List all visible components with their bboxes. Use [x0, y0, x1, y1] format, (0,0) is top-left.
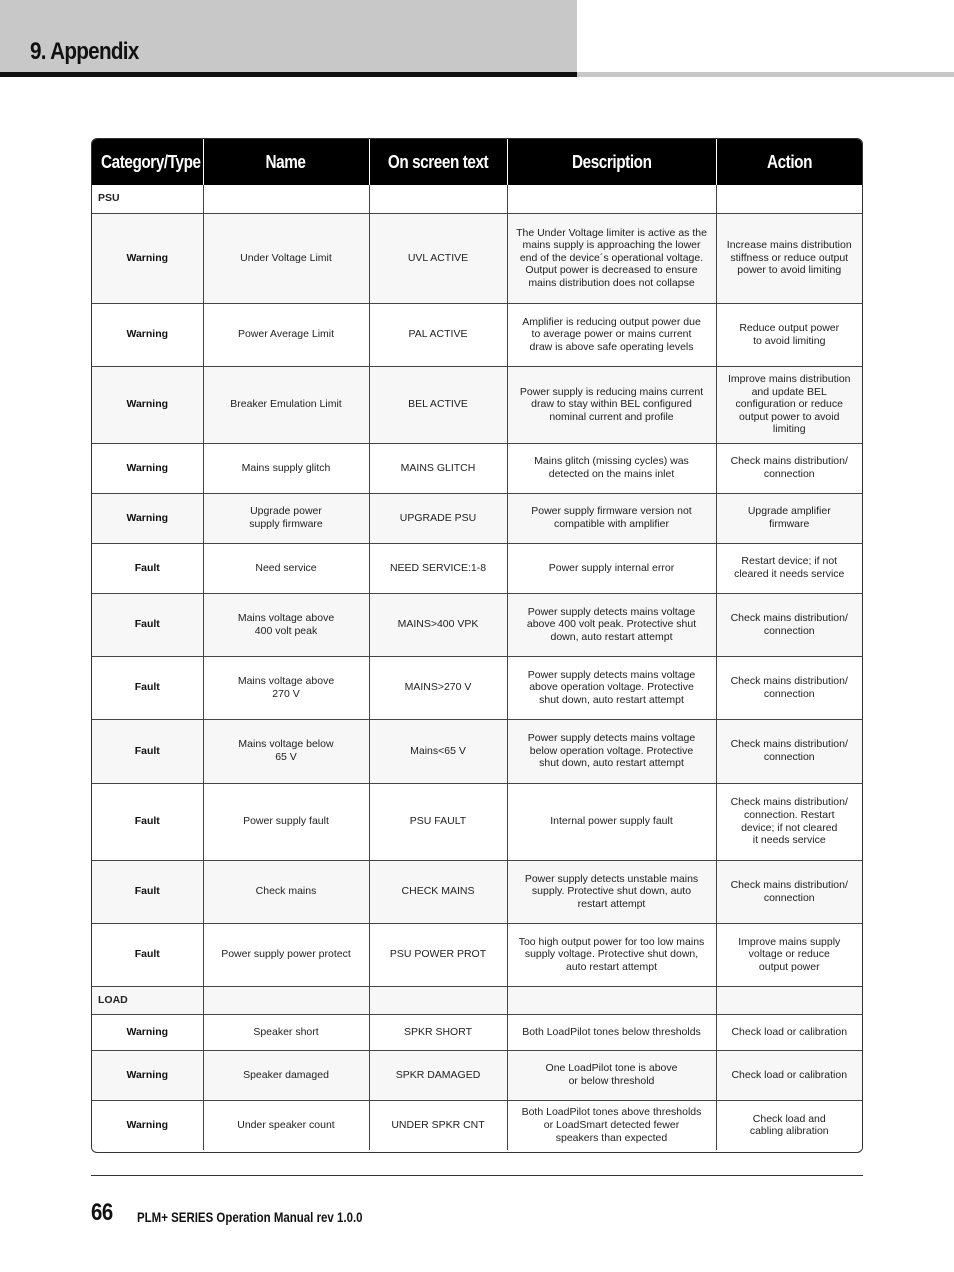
empty-cell: [369, 185, 507, 213]
screen-text-cell: NEED SERVICE:1-8: [369, 543, 507, 593]
description-cell: Both LoadPilot tones above thresholds or LoadSmart detected fewer speakers than expected: [507, 1100, 716, 1150]
empty-cell: [507, 986, 716, 1014]
category-cell: Warning: [92, 1014, 203, 1050]
description-cell: Mains glitch (missing cycles) was detected on the mains inlet: [507, 443, 716, 493]
table-row: [92, 923, 862, 986]
name-cell: Speaker short: [203, 1014, 369, 1050]
table-row: [92, 1014, 862, 1050]
name-cell: Under Voltage Limit: [203, 213, 369, 303]
page-number: 66: [91, 1199, 113, 1226]
description-cell: Power supply detects mains voltage above operation voltage. Protective shut down, auto restart attempt: [507, 656, 716, 719]
section-row: [92, 185, 862, 213]
action-cell: Check load or calibration: [716, 1014, 862, 1050]
action-cell: Check mains distribution/ connection. Restart device; if not cleared it needs service: [716, 783, 862, 860]
screen-text-cell: MAINS>400 VPK: [369, 593, 507, 656]
description-cell: One LoadPilot tone is above or below threshold: [507, 1050, 716, 1100]
table-row: [92, 493, 862, 543]
name-cell: Check mains: [203, 860, 369, 923]
empty-cell: [369, 986, 507, 1014]
table-row: [92, 303, 862, 366]
screen-text-cell: UNDER SPKR CNT: [369, 1100, 507, 1150]
category-cell: Fault: [92, 656, 203, 719]
description-cell: Power supply detects mains voltage below operation voltage. Protective shut down, auto restart attempt: [507, 719, 716, 783]
screen-text-cell: Mains<65 V: [369, 719, 507, 783]
screen-text-cell: BEL ACTIVE: [369, 366, 507, 443]
category-cell: Fault: [92, 860, 203, 923]
category-cell: Warning: [92, 1100, 203, 1150]
description-cell: Too high output power for too low mains supply voltage. Protective shut down, auto restart attempt: [507, 923, 716, 986]
empty-cell: [203, 986, 369, 1014]
table-row: [92, 366, 862, 443]
category-cell: Fault: [92, 923, 203, 986]
description-cell: Power supply detects mains voltage above 400 volt peak. Protective shut down, auto restart attempt: [507, 593, 716, 656]
empty-cell: [716, 986, 862, 1014]
category-cell: Fault: [92, 719, 203, 783]
header-rule: [577, 72, 954, 77]
action-cell: Restart device; if not cleared it needs service: [716, 543, 862, 593]
screen-text-cell: MAINS GLITCH: [369, 443, 507, 493]
table-header-row: [92, 139, 862, 185]
empty-cell: [716, 185, 862, 213]
page-title: 9. Appendix: [30, 38, 139, 65]
name-cell: Power supply power protect: [203, 923, 369, 986]
section-label: PSU: [92, 185, 203, 213]
screen-text-cell: PSU FAULT: [369, 783, 507, 860]
table-row: [92, 719, 862, 783]
category-cell: Warning: [92, 493, 203, 543]
category-cell: Warning: [92, 213, 203, 303]
screen-text-cell: UPGRADE PSU: [369, 493, 507, 543]
screen-text-cell: MAINS>270 V: [369, 656, 507, 719]
name-cell: Speaker damaged: [203, 1050, 369, 1100]
action-cell: Check load or calibration: [716, 1050, 862, 1100]
category-cell: Fault: [92, 593, 203, 656]
table-row: [92, 783, 862, 860]
category-cell: Fault: [92, 783, 203, 860]
category-cell: Fault: [92, 543, 203, 593]
action-cell: Improve mains distribution and update BEL configuration or reduce output power to avoid limiting: [716, 366, 862, 443]
screen-text-cell: UVL ACTIVE: [369, 213, 507, 303]
screen-text-cell: PAL ACTIVE: [369, 303, 507, 366]
name-cell: Mains voltage above 270 V: [203, 656, 369, 719]
description-cell: Power supply detects unstable mains supply. Protective shut down, auto restart attempt: [507, 860, 716, 923]
name-cell: Power Average Limit: [203, 303, 369, 366]
description-cell: Amplifier is reducing output power due to average power or mains current draw is above safe operating levels: [507, 303, 716, 366]
category-cell: Warning: [92, 1050, 203, 1100]
description-cell: The Under Voltage limiter is active as the mains supply is approaching the lower end of the device´s operational voltage. Output power is decreased to ensure mains distribution does not collapse: [507, 213, 716, 303]
table-row: [92, 1050, 862, 1100]
column-header-name: Name: [203, 139, 369, 185]
column-header-category: Category/Type: [92, 139, 203, 185]
action-cell: Check mains distribution/ connection: [716, 443, 862, 493]
action-cell: Check mains distribution/ connection: [716, 860, 862, 923]
table-row: [92, 656, 862, 719]
screen-text-cell: PSU POWER PROT: [369, 923, 507, 986]
description-cell: Power supply internal error: [507, 543, 716, 593]
action-cell: Check mains distribution/ connection: [716, 593, 862, 656]
name-cell: Mains voltage above 400 volt peak: [203, 593, 369, 656]
screen-text-cell: SPKR DAMAGED: [369, 1050, 507, 1100]
category-cell: Warning: [92, 443, 203, 493]
table-row: [92, 443, 862, 493]
category-cell: Warning: [92, 303, 203, 366]
action-cell: Increase mains distribution stiffness or reduce output power to avoid limiting: [716, 213, 862, 303]
name-cell: Need service: [203, 543, 369, 593]
action-cell: Improve mains supply voltage or reduce output power: [716, 923, 862, 986]
section-row: [92, 986, 862, 1014]
description-cell: Power supply firmware version not compatible with amplifier: [507, 493, 716, 543]
action-cell: Check load and cabling alibration: [716, 1100, 862, 1150]
screen-text-cell: SPKR SHORT: [369, 1014, 507, 1050]
fault-table: [91, 138, 863, 1153]
table-row: [92, 593, 862, 656]
empty-cell: [203, 185, 369, 213]
manual-title: PLM+ SERIES Operation Manual rev 1.0.0: [137, 1209, 363, 1225]
description-cell: Internal power supply fault: [507, 783, 716, 860]
header-bar: [0, 72, 577, 77]
name-cell: Under speaker count: [203, 1100, 369, 1150]
table-row: [92, 1100, 862, 1150]
screen-text-cell: CHECK MAINS: [369, 860, 507, 923]
category-cell: Warning: [92, 366, 203, 443]
description-cell: Both LoadPilot tones below thresholds: [507, 1014, 716, 1050]
table-row: [92, 213, 862, 303]
table-row: [92, 860, 862, 923]
name-cell: Mains supply glitch: [203, 443, 369, 493]
name-cell: Power supply fault: [203, 783, 369, 860]
name-cell: Upgrade power supply firmware: [203, 493, 369, 543]
name-cell: Mains voltage below 65 V: [203, 719, 369, 783]
column-header-screen-text: On screen text: [369, 139, 507, 185]
footer-rule: [91, 1175, 863, 1176]
column-header-action: Action: [716, 139, 862, 185]
section-label: LOAD: [92, 986, 203, 1014]
table-row: [92, 543, 862, 593]
description-cell: Power supply is reducing mains current draw to stay within BEL configured nominal current and profile: [507, 366, 716, 443]
action-cell: Upgrade amplifier firmware: [716, 493, 862, 543]
name-cell: Breaker Emulation Limit: [203, 366, 369, 443]
empty-cell: [507, 185, 716, 213]
action-cell: Reduce output power to avoid limiting: [716, 303, 862, 366]
action-cell: Check mains distribution/ connection: [716, 719, 862, 783]
column-header-description: Description: [507, 139, 716, 185]
action-cell: Check mains distribution/ connection: [716, 656, 862, 719]
